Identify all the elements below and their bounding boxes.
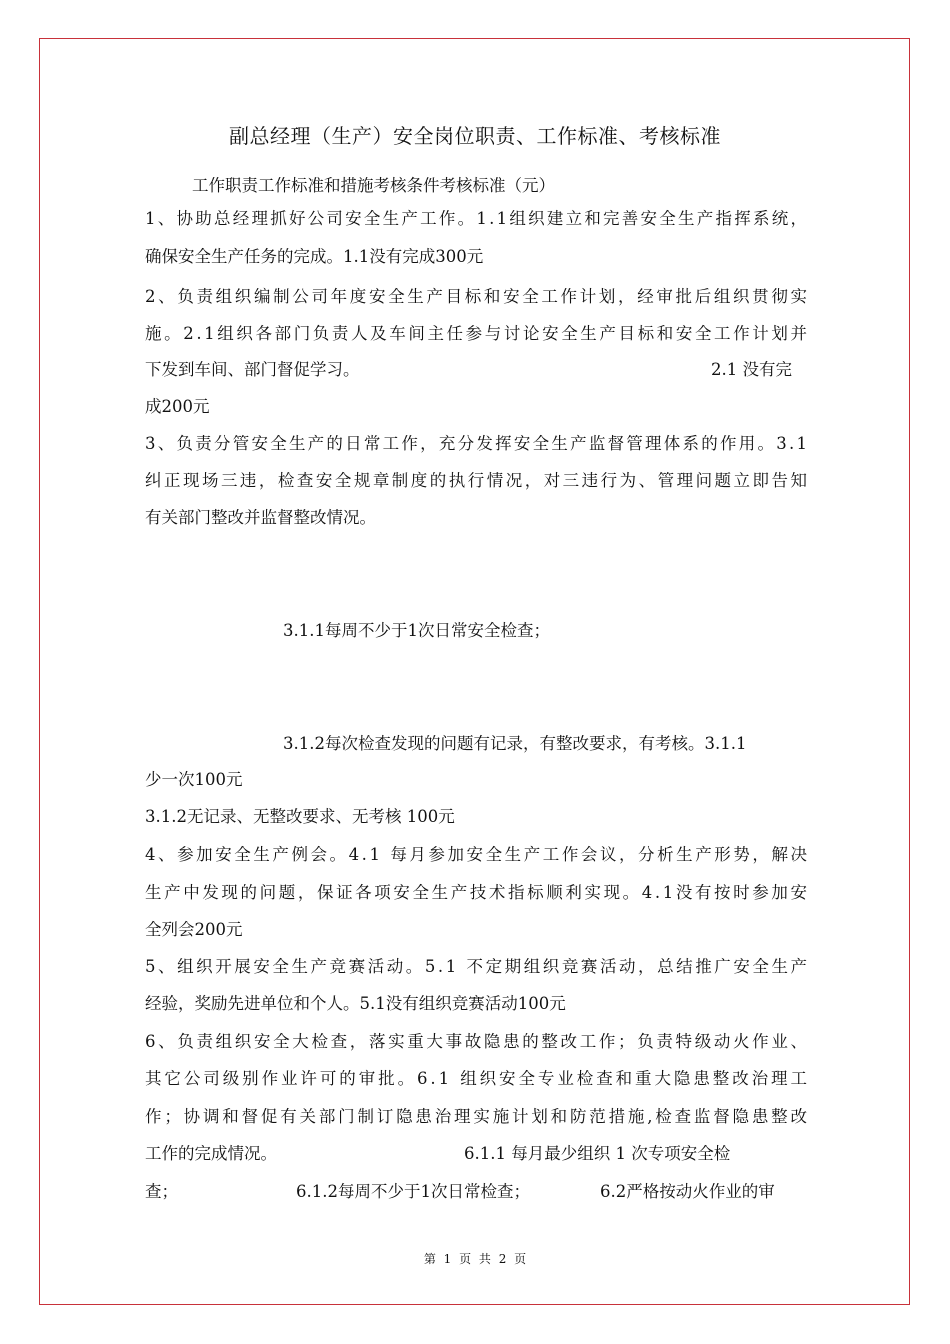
text-line: 3.1.2每次检查发现的问题有记录，有整改要求，有考核。3.1.1	[283, 734, 747, 753]
text-line: 少一次100元	[145, 770, 243, 789]
text-line: 作；协调和督促有关部门制订隐患治理实施计划和防范措施,检查监督隐患整改	[145, 1107, 810, 1126]
text-line: 成200元	[145, 397, 210, 416]
text-line: 下发到车间、部门督促学习。	[145, 360, 360, 379]
text-line: 其它公司级别作业许可的审批。6.1 组织安全专业检查和重大隐患整改治理工	[145, 1069, 810, 1088]
text-line: 有关部门整改并监督整改情况。	[145, 508, 376, 527]
text-line: 3.1.2无记录、无整改要求、无考核 100元	[145, 807, 455, 826]
text-line: 6.1.2每周不少于1次日常检查；	[296, 1182, 530, 1201]
text-line: 3.1.1每周不少于1次日常安全检查；	[283, 621, 550, 640]
text-line: 工作的完成情况。	[145, 1144, 277, 1163]
page-footer: 第 1 页 共 2 页	[423, 1252, 527, 1266]
text-line: 2、负责组织编制公司年度安全生产目标和安全工作计划，经审批后组织贯彻实	[145, 287, 810, 306]
text-line: 6.1.1 每月最少组织 1 次专项安全检	[464, 1144, 731, 1163]
text-line: 5、组织开展安全生产竞赛活动。5.1 不定期组织竞赛活动，总结推广安全生产	[145, 957, 810, 976]
text-line: 3、负责分管安全生产的日常工作，充分发挥安全生产监督管理体系的作用。3.1	[145, 434, 810, 453]
text-line: 6.2严格按动火作业的审	[600, 1182, 775, 1201]
text-line: 施。2.1组织各部门负责人及车间主任参与讨论安全生产目标和安全工作计划并	[145, 324, 810, 343]
text-line: 6、负责组织安全大检查，落实重大事故隐患的整改工作；负责特级动火作业、	[145, 1032, 810, 1051]
text-line: 纠正现场三违，检查安全规章制度的执行情况，对三违行为、管理问题立即告知	[145, 471, 810, 490]
text-line: 4、参加安全生产例会。4.1 每月参加安全生产工作会议，分析生产形势，解决	[145, 845, 810, 864]
text-line: 查；	[145, 1182, 178, 1201]
text-line: 全列会200元	[145, 920, 243, 939]
document-title: 副总经理（生产）安全岗位职责、工作标准、考核标准	[229, 124, 721, 148]
table-header-row: 工作职责工作标准和措施考核条件考核标准（元）	[192, 176, 555, 195]
text-line: 2.1 没有完	[711, 360, 792, 379]
text-line: 经验，奖励先进单位和个人。5.1没有组织竞赛活动100元	[145, 994, 566, 1013]
text-line: 1、协助总经理抓好公司安全生产工作。1.1组织建立和完善安全生产指挥系统，	[145, 209, 810, 228]
text-line: 生产中发现的问题，保证各项安全生产技术指标顺利实现。4.1没有按时参加安	[145, 883, 810, 902]
text-line: 确保安全生产任务的完成。1.1没有完成300元	[145, 247, 484, 266]
